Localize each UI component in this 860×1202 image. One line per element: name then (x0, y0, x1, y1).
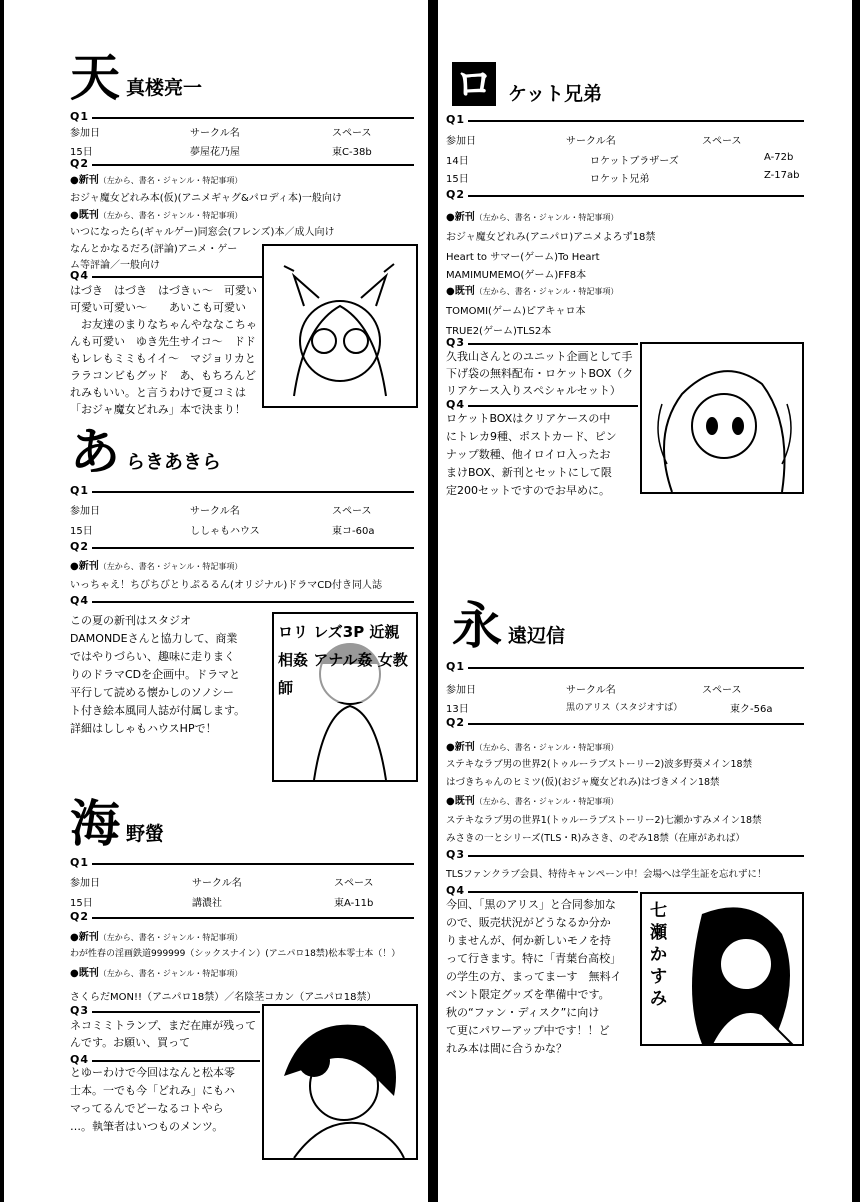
q1-label: Q1 (70, 856, 90, 869)
q-rule (468, 667, 804, 669)
illustration-girls-collage (272, 612, 418, 782)
new-label: ●新刊（左から、書名・ジャンル・特記事項） (70, 175, 243, 186)
old-item: いつになったら(ギャルゲー)同窓会(フレンズ)本／成人向け (70, 227, 335, 238)
row-date: 15日 (446, 174, 469, 185)
col-header-date: 参加日 (446, 685, 476, 696)
old-label: ●既刊（左から、書名・ジャンル・特記事項） (446, 286, 619, 297)
q2-label: Q2 (446, 716, 466, 729)
column-divider (428, 0, 438, 1202)
author-name: 遠辺信 (508, 625, 566, 647)
row-date: 15日 (70, 526, 93, 537)
author-initial: 天 (70, 48, 120, 107)
old-item: TOMOMI(ゲーム)ピアキャロ本 (446, 306, 586, 317)
old-label: ●既刊（左から、書名・ジャンル・特記事項） (70, 210, 243, 221)
q4-answer: とゆーわけで今回はなんと松本零 士本。一でも今「どれみ」にもハ マってるんでどーなるコトやら …。執筆者はいつものメンツ。 (70, 1066, 235, 1133)
q-rule (468, 343, 638, 345)
q-rule (468, 405, 638, 407)
q4-label: Q4 (70, 1053, 90, 1066)
old-label: ●既刊（左から、書名・ジャンル・特記事項） (446, 796, 619, 807)
old-item: ステキなラブ男の世界1(トゥルーラブストーリー2)七瀬かすみメイン18禁 (446, 815, 762, 826)
row-space: Z-17ab (764, 170, 800, 181)
row-circle: 夢屋花乃屋 (190, 147, 240, 158)
old-label: ●既刊（左から、書名・ジャンル・特記事項） (70, 968, 243, 979)
col-header-space: スペース (702, 136, 742, 147)
row-date: 14日 (446, 156, 469, 167)
q3-answer: 久我山さんとのユニット企画として手 下げ袋の無料配布・ロケットBOX（ク リアケース入りスペシャルセット） (446, 350, 634, 397)
q4-label: Q4 (446, 884, 466, 897)
row-space: 東コ-60a (332, 526, 375, 537)
author-initial: あ (70, 422, 120, 481)
q1-label: Q1 (70, 110, 90, 123)
author-name: らきあきら (126, 451, 222, 473)
illustration-girl-short-hair (262, 1004, 418, 1160)
page-edge-right (852, 0, 860, 1202)
q-rule (92, 276, 262, 278)
col-header-date: 参加日 (70, 506, 100, 517)
old-item: ム等評論／一般向け (70, 260, 160, 271)
illustration-nanase-kasumi (640, 892, 804, 1046)
col-header-circle: サークル名 (566, 685, 616, 696)
author-header-umi (70, 796, 370, 852)
q2-label: Q2 (70, 157, 90, 170)
old-item: なんとかなるだろ(評論)アニメ・ゲー (70, 244, 238, 255)
q4-answer: 今回、「黒のアリス」と合同参加な ので、販売状況がどうなるか分か りませんが、何か新しいモノを持 って行きます。特に「青葉台高校」 の学生の方、まってまーす 無料イ ベント限定グッズを準備中です。 秋の“ファン・ディスク”に向け て更にパワーアップ中です！！ど れみ本は間に合うかな？ (446, 898, 622, 1055)
row-circle: 黒のアリス（スタジオすば） (566, 703, 683, 713)
col-header-date: 参加日 (70, 878, 100, 889)
q4-label: Q4 (70, 269, 90, 282)
q4-label: Q4 (446, 398, 466, 411)
illustration-girl-wavy-hair (640, 342, 804, 494)
q-rule (468, 723, 804, 725)
q-rule (92, 491, 414, 493)
new-label: ●新刊（左から、書名・ジャンル・特記事項） (446, 212, 619, 223)
q3-answer: ネコミミトランプ、まだ在庫が残って んです。お願い、買って (70, 1019, 257, 1049)
row-date: 13日 (446, 704, 469, 715)
q-rule (92, 863, 414, 865)
q-rule (468, 120, 804, 122)
old-item: TRUE2(ゲーム)TLS2本 (446, 326, 552, 337)
author-header-araki (70, 424, 370, 480)
q3-label: Q3 (446, 336, 466, 349)
row-circle: ししゃもハウス (190, 526, 260, 537)
row-space: 東C-38b (332, 147, 372, 158)
row-circle: ロケット兄弟 (590, 174, 650, 185)
col-header-circle: サークル名 (566, 136, 616, 147)
q-rule (468, 195, 804, 197)
q-rule (92, 164, 414, 166)
col-header-circle: サークル名 (192, 878, 242, 889)
col-header-circle: サークル名 (190, 506, 240, 517)
new-item: Heart to サマー(ゲーム)To Heart (446, 252, 600, 263)
new-item: いっちゃえ！ちびちびとりぷるるん(オリジナル)ドラマCD付き同人誌 (70, 580, 382, 591)
q3-label: Q3 (70, 1004, 90, 1017)
new-item: わが性春の淫画鉄道999999（シックスナイン）(アニパロ18禁)松本零士本（！） (70, 949, 401, 959)
author-header-rocket (452, 56, 772, 112)
new-item: おジャ魔女どれみ本(仮)(アニメギャグ&パロディ本)一般向け (70, 193, 342, 204)
q-rule (92, 601, 414, 603)
illustration-text: 七瀬かすみ (650, 901, 667, 1009)
col-header-space: スペース (332, 128, 372, 139)
illustration-text: ロリ レズ3P 近親相姦 アナル姦 女教師 (278, 618, 412, 702)
q-rule (92, 117, 414, 119)
row-space: A-72b (764, 152, 794, 163)
new-label: ●新刊（左から、書名・ジャンル・特記事項） (70, 561, 243, 572)
page-edge-left (0, 0, 4, 1202)
q1-label: Q1 (446, 660, 466, 673)
q-rule (92, 1011, 260, 1013)
author-header-ten (70, 50, 370, 106)
q4-answer: この夏の新刊はスタジオ DAMONDEさんと協力して、商業 ではやりづらい、趣味に走りまく りのドラマCDを企画中。ドラマと 平行して読める懐かしのソノシー ト付き絵本風同人誌が付属します。 詳細はししゃもハウスHPで！ (70, 614, 246, 735)
q3-label: Q3 (446, 848, 466, 861)
q-rule (468, 891, 638, 893)
row-circle: ロケットブラザーズ (590, 156, 679, 167)
row-space: 東A-11b (334, 898, 374, 909)
q2-label: Q2 (70, 540, 90, 553)
new-label: ●新刊（左から、書名・ジャンル・特記事項） (70, 932, 243, 943)
col-header-space: スペース (332, 506, 372, 517)
row-date: 15日 (70, 898, 93, 909)
q-rule (92, 547, 414, 549)
new-item: MAMIMUMEMO(ゲーム)FF8本 (446, 270, 587, 281)
author-initial: 永 (452, 596, 502, 655)
q1-label: Q1 (70, 484, 90, 497)
q4-answer: ロケットBOXはクリアケースの中 にトレカ9種、ポストカード、ピン ナップ数種、他イロイロ入ったお まけBOX、新刊とセットにして限 定200セットですのでお早めに。 (446, 412, 617, 497)
author-header-towa (452, 598, 772, 654)
col-header-circle: サークル名 (190, 128, 240, 139)
q2-label: Q2 (70, 910, 90, 923)
col-header-space: スペース (334, 878, 374, 889)
col-header-date: 参加日 (70, 128, 100, 139)
illustration-girl-glasses (262, 244, 418, 408)
q2-label: Q2 (446, 188, 466, 201)
q4-label: Q4 (70, 594, 90, 607)
author-initial: 海 (70, 794, 120, 853)
q-rule (468, 855, 804, 857)
new-item: おジャ魔女どれみ(アニパロ)アニメよろず18禁 (446, 232, 656, 243)
new-item: ステキなラブ男の世界2(トゥルーラブストーリー2)波多野葵メイン18禁 (446, 759, 753, 770)
author-name: ケット兄弟 (508, 83, 603, 105)
q4-answer: はづき はづき はづきぃ〜 可愛い 可愛い可愛い〜 あいこも可愛い お友達のまりなちゃんやななこちゃ んも可愛い ゆき先生サイコ〜 ドド もレレもミミもイイ〜 マジョリカと ララコンビもグッド あ、もちろんど れみもいい。と言うわけで夏コミは 「おジャ魔女どれみ」本で決まり！ (70, 284, 257, 416)
q-rule (92, 1060, 260, 1062)
author-name: 真楼亮一 (126, 77, 203, 99)
q3-answer: TLSファンクラブ会員、特待キャンペーン中！会場へは学生証を忘れずに！ (446, 869, 767, 880)
old-item: さくらだMON!!（アニパロ18禁）／名陰茎コカン（アニパロ18禁） (70, 992, 377, 1003)
row-date: 15日 (70, 147, 93, 158)
col-header-space: スペース (702, 685, 742, 696)
new-item: はづきちゃんのヒミツ(仮)(おジャ魔女どれみ)はづきメイン18禁 (446, 777, 720, 788)
old-item: みさきの一とシリーズ(TLS・R)みさき、のぞみ18禁（在庫があれば） (446, 833, 745, 844)
new-label: ●新刊（左から、書名・ジャンル・特記事項） (446, 742, 619, 753)
q1-label: Q1 (446, 113, 466, 126)
row-space: 東ク-56a (730, 704, 773, 715)
col-header-date: 参加日 (446, 136, 476, 147)
q-rule (92, 917, 414, 919)
author-initial: ロ (452, 62, 496, 106)
author-name: 野螢 (126, 823, 165, 845)
row-circle: 講濃社 (192, 898, 222, 909)
